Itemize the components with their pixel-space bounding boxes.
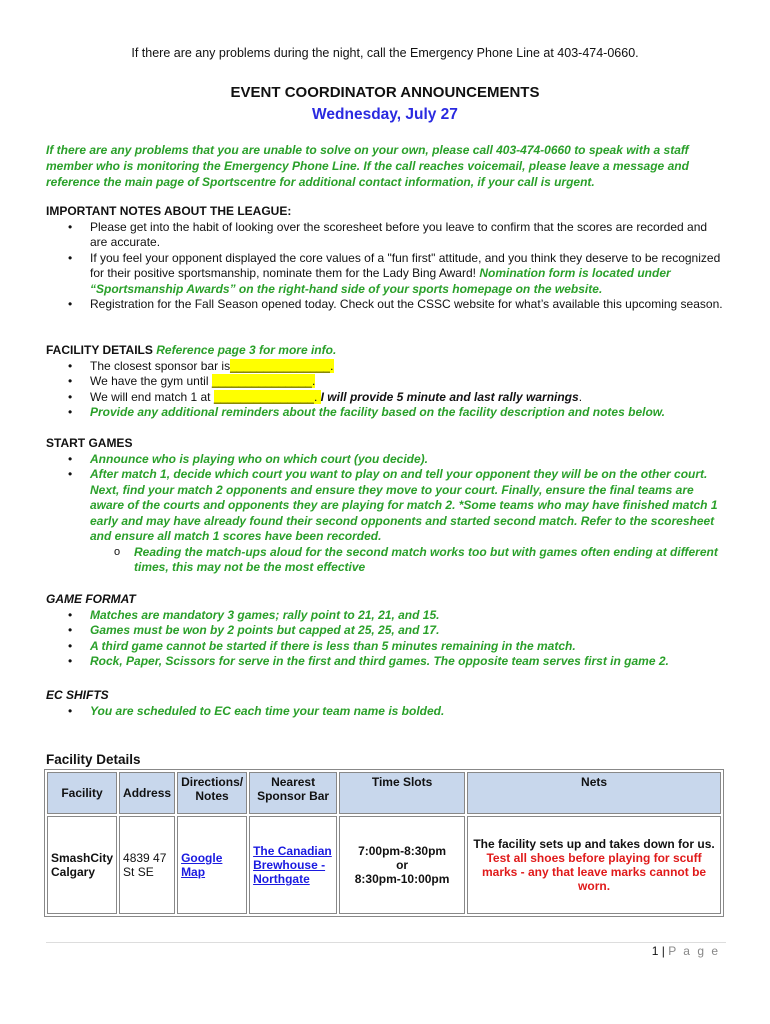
list-item [90, 220, 726, 251]
shoes-warning: Test all shoes before playing for scuff marks - any that leave marks cannot be worn. [481, 851, 707, 893]
item-text: Matches are mandatory 3 games; rally point to 21, 21, and 15. [90, 607, 440, 622]
facility-details-heading [46, 343, 726, 359]
header-cell: Address [119, 772, 175, 814]
game-format-list [46, 608, 726, 670]
directions-cell [177, 816, 247, 914]
item-text: You are scheduled to EC each time your team name is bolded. [90, 703, 445, 718]
facility-details-section [46, 343, 726, 421]
list-item [90, 359, 726, 375]
item-text: Rock, Paper, Scissors for serve in the first and third games. The opposite team serves first in game 2. [90, 654, 669, 668]
header-cell: Directions/ Notes [177, 772, 247, 814]
item-text: Registration for the Fall Season opened today. Check out the CSSC website for what’s available this upcoming season. [90, 297, 723, 311]
facility-table-heading: Facility Details [46, 752, 141, 767]
time-slots-cell [339, 816, 465, 914]
list-item [90, 405, 726, 421]
item-text: The closest sponsor bar is [90, 358, 231, 373]
header-cell: Nets [467, 772, 721, 814]
facility-cell: SmashCity Calgary [47, 816, 117, 914]
facility-details-list [46, 359, 726, 421]
item-text: We will end match 1 at [90, 389, 214, 404]
heading-text: FACILITY DETAILS [46, 343, 153, 357]
time-slot-1: 7:00pm-8:30pm [358, 844, 447, 858]
item-text: Please get into the habit of looking over the scoresheet before you leave to confirm that the scores are recorded and are accurate. [90, 219, 708, 249]
ec-shifts-list [46, 704, 726, 720]
start-games-sublist [90, 545, 726, 576]
list-item [90, 374, 726, 390]
start-games-list [46, 452, 726, 576]
emergency-note: If there are any problems during the night, call the Emergency Phone Line at 403-474-0660. [131, 46, 639, 60]
important-notes-list [46, 220, 726, 313]
footer-separator: | [661, 944, 665, 958]
item-text: A third game cannot be started if there is less than 5 minutes remaining in the match. [90, 638, 576, 653]
header-cell: Time Slots [339, 772, 465, 814]
list-item [90, 704, 726, 720]
address-cell: 4839 47 St SE [119, 816, 175, 914]
item-text: Provide any additional reminders about the facility based on the facility description and notes below. [90, 405, 665, 419]
sponsor-bar-link[interactable]: The Canadian Brewhouse - Northgate [253, 844, 332, 886]
item-text: Games must be won by 2 points but capped at 25, 25, and 17. [90, 623, 440, 637]
list-item [90, 467, 726, 576]
ec-shifts-heading: EC SHIFTS [46, 688, 109, 702]
game-format-heading: GAME FORMAT [46, 592, 136, 606]
page-footer [652, 944, 720, 958]
list-item [90, 452, 726, 468]
ec-shifts-section [46, 688, 726, 719]
list-item [90, 608, 726, 624]
nets-note: The facility sets up and takes down for us. [473, 837, 715, 851]
nets-cell [467, 816, 721, 914]
page-title: EVENT COORDINATOR ANNOUNCEMENTS [230, 84, 540, 101]
list-item [90, 654, 726, 670]
blank-end: . [313, 389, 321, 404]
list-item [90, 623, 726, 639]
warning-end: . [578, 389, 583, 404]
list-item [90, 251, 726, 298]
time-slot-or: or [396, 858, 409, 872]
blank-end: . [330, 358, 334, 373]
header-cell: Nearest Sponsor Bar [249, 772, 337, 814]
item-text: After match 1, decide which court you want to play on and tell your opponent they will be on the other court. Next, find your match 2 opponents and ensure they move to your court. Finally, ensure the final teams are aware of the courts and opponents they are playing for match 2. *Some teams who may have finished match 1 early and may have already found their second opponents and started second match. Refer to the scoresheet and ensure all match 1 scores have been recorded. [90, 467, 718, 543]
list-item [90, 639, 726, 655]
page-number: 1 [651, 944, 659, 958]
reference-note: Reference page 3 for more info. [156, 343, 337, 357]
nomination-note: Nomination form is located under “Sportsmanship Awards” on the right-hand side of your sports homepage on the website. [90, 266, 671, 296]
item-text: Announce who is playing who on which court (you decide). [90, 451, 429, 466]
blank-field: _______________ [230, 358, 331, 373]
important-notes-heading: IMPORTANT NOTES ABOUT THE LEAGUE: [46, 204, 292, 218]
facility-table [44, 769, 724, 917]
list-item [90, 390, 726, 406]
blank-field: _______________ [211, 374, 312, 388]
sponsor-bar-cell [249, 816, 337, 914]
time-slot-2: 8:30pm-10:00pm [354, 872, 450, 886]
sub-list-item [134, 545, 726, 576]
page-date: Wednesday, July 27 [312, 106, 458, 123]
item-text: If you feel your opponent displayed the core values of a "fun first" attitude, and you think they deserve to be recognized for their positive sportsmanship, nominate them for the Lady Bing Award! [90, 250, 721, 280]
google-map-link[interactable]: Google Map [181, 851, 223, 879]
item-text: We have the gym until [90, 374, 212, 388]
table-header-row [47, 772, 721, 814]
warning-note: I will provide 5 minute and last rally warnings [320, 389, 579, 404]
intro-paragraph: If there are any problems that you are unable to solve on your own, please call 403-474-0660 to speak with a staff member who is monitoring the Emergency Phone Line. If the call reaches voicemail, please leave a message and reference the main page of Sportscentre for additional contact information, if your call is urgent. [46, 143, 689, 189]
game-format-section [46, 592, 726, 670]
table-row [47, 816, 721, 914]
important-notes-section [46, 204, 726, 313]
list-item [90, 297, 726, 313]
start-games-section [46, 436, 726, 576]
start-games-heading: START GAMES [46, 436, 133, 450]
header-cell: Facility [47, 772, 117, 814]
blank-field: _______________ [213, 389, 314, 404]
item-text: Reading the match-ups aloud for the second match works too but with games often ending at different times, this may not be the most effective [134, 544, 718, 574]
blank-end: . [311, 374, 316, 388]
footer-divider [46, 942, 726, 943]
page-label: P a g e [668, 944, 720, 958]
